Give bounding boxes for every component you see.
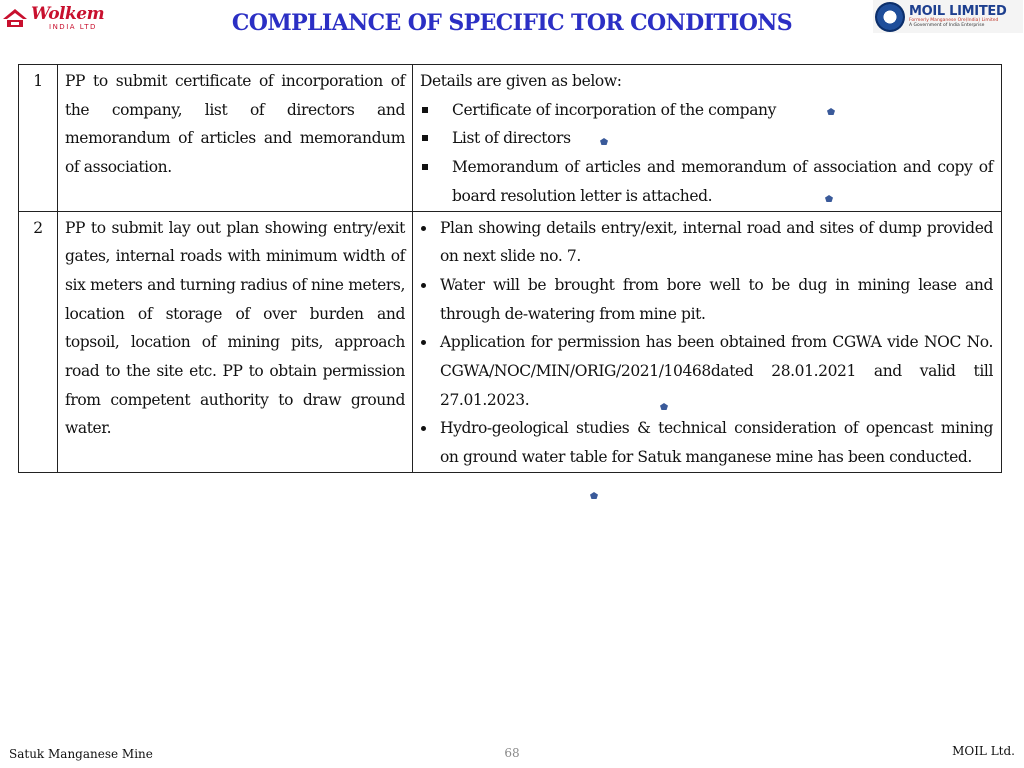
- wolkem-logo-text: Wolkem: [31, 3, 105, 24]
- list-item-text: Plan showing details entry/exit, internal road and sites of dump provided on next slide no. 7.: [440, 218, 993, 266]
- row-number: 2: [19, 211, 58, 472]
- list-item: [420, 124, 993, 153]
- moil-emblem-icon: [875, 2, 905, 32]
- list-item: [420, 96, 993, 125]
- list-item: [420, 414, 993, 471]
- footer-company: MOIL Ltd.: [952, 744, 1015, 758]
- round-bullet-icon: [421, 340, 426, 345]
- table-row: [19, 211, 1002, 472]
- square-bullet-icon: [422, 107, 428, 113]
- list-item: [420, 328, 993, 414]
- page-number: 68: [504, 746, 520, 760]
- annotation-marker-icon: [590, 492, 598, 499]
- list-item-text: Water will be brought from bore well to be dug in mining lease and through de-watering from mine pit.: [440, 275, 993, 323]
- list-item-text: List of directors: [452, 129, 571, 148]
- round-bullet-icon: [421, 426, 426, 431]
- square-bullet-icon: [422, 135, 428, 141]
- list-item: [420, 153, 993, 210]
- tor-condition: PP to submit lay out plan showing entry/exit gates, internal roads with minimum width of six meters and turning radius of nine meters, location of storage of over burden and topsoil, location of mining pits, approach road to the site etc. PP to obtain permission from competent authority to draw ground water.: [58, 211, 413, 472]
- compliance-lead: Details are given as below:: [420, 72, 622, 90]
- row-number: 1: [19, 65, 58, 212]
- table-row: [19, 65, 1002, 212]
- compliance-list: [420, 214, 993, 472]
- list-item: [420, 214, 993, 271]
- list-item-text: Application for permission has been obtained from CGWA vide NOC No. CGWA/NOC/MIN/ORIG/2021/10468dated 28.01.2021 and valid till 27.01.2023.: [440, 333, 993, 409]
- moil-logo-text: MOIL LIMITED: [909, 3, 1007, 19]
- tor-compliance-table: [18, 64, 1002, 473]
- compliance-list: [420, 96, 993, 211]
- moil-logo-subtext-2: A Government of India Enterprise: [909, 23, 985, 28]
- square-bullet-icon: [422, 164, 428, 170]
- compliance-status: [413, 211, 1002, 472]
- round-bullet-icon: [421, 226, 426, 231]
- list-item: [420, 271, 993, 328]
- list-item-text: Hydro-geological studies & technical consideration of opencast mining on ground water table for Satuk manganese mine has been conducted.: [440, 419, 993, 467]
- footer-mine-name: Satuk Manganese Mine: [9, 747, 153, 761]
- list-item-text: Certificate of incorporation of the company: [452, 100, 776, 119]
- moil-logo: [873, 0, 1023, 33]
- list-item-text: Memorandum of articles and memorandum of association and copy of board resolution letter is attached.: [452, 158, 993, 205]
- moil-logo-subtext-1: Formerly Manganese Ore(India) Limited: [909, 17, 999, 23]
- page-title: COMPLIANCE OF SPECIFIC TOR CONDITIONS: [231, 10, 793, 36]
- wolkem-logo-subtext: INDIA LTD: [49, 22, 97, 31]
- round-bullet-icon: [421, 283, 426, 288]
- tor-condition: PP to submit certificate of incorporation of the company, list of directors and memorandum of articles and memorandum of association.: [58, 65, 413, 212]
- compliance-status: [413, 65, 1002, 212]
